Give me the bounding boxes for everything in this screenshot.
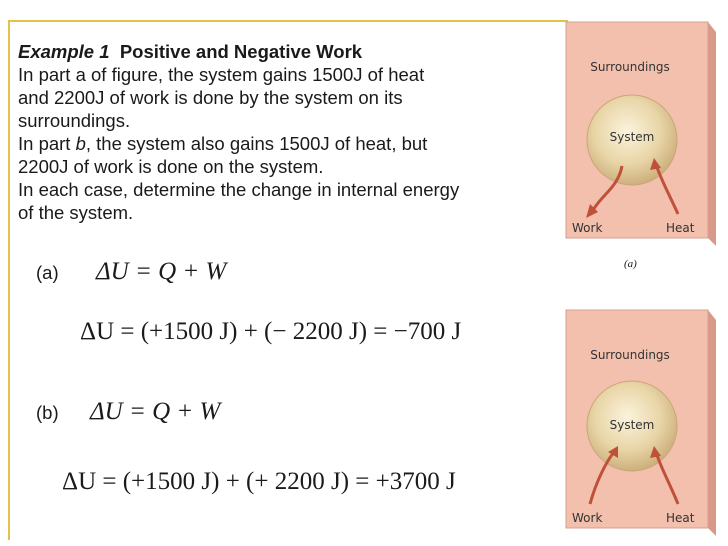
part-b-general-equation: ΔU = Q + W <box>90 398 221 425</box>
top-border-line <box>8 20 568 22</box>
problem-line-4-part: b <box>75 133 86 154</box>
problem-line-5: 2200J of work is done on the system. <box>18 156 324 177</box>
problem-line-4-post: , the system also gains 1500J of heat, but <box>85 133 428 154</box>
problem-line-2: and 2200J of work is done by the system on its <box>18 87 403 108</box>
example-title <box>18 40 558 63</box>
example-heading: Positive and Negative Work <box>119 41 363 62</box>
work-label-b: Work <box>572 511 603 525</box>
system-label-b: System <box>609 418 655 432</box>
problem-line-3: surroundings. <box>18 110 131 131</box>
part-a-general-equation: ΔU = Q + W <box>96 258 227 285</box>
part-a-calculation: ΔU = (+1500 J) + (− 2200 J) = −700 J <box>80 318 462 345</box>
figure-a-caption: (a) <box>624 258 637 270</box>
surroundings-label-a: Surroundings <box>590 60 670 74</box>
system-label-a: System <box>609 130 655 144</box>
heat-label-a: Heat <box>666 221 695 235</box>
problem-line-4-pre: In part <box>18 133 76 154</box>
figure-b <box>560 306 720 538</box>
left-border-line <box>8 20 10 540</box>
part-b-calculation: ΔU = (+1500 J) + (+ 2200 J) = +3700 J <box>62 468 456 495</box>
heat-label-b: Heat <box>666 511 695 525</box>
problem-line-6: In each case, determine the change in internal energy <box>18 179 460 200</box>
problem-line-1: In part a of figure, the system gains 1500J of heat <box>18 64 425 85</box>
work-label-a: Work <box>572 221 603 235</box>
problem-line-4 <box>18 132 558 155</box>
part-a-label: (a) <box>36 262 59 283</box>
box-side-b <box>708 310 716 536</box>
problem-statement <box>18 40 558 224</box>
example-number: Example 1 <box>18 41 110 62</box>
figure-a <box>560 18 720 248</box>
surroundings-label-b: Surroundings <box>590 348 670 362</box>
box-side-a <box>708 22 716 246</box>
problem-line-7: of the system. <box>18 202 134 223</box>
part-b-label: (b) <box>36 402 59 423</box>
